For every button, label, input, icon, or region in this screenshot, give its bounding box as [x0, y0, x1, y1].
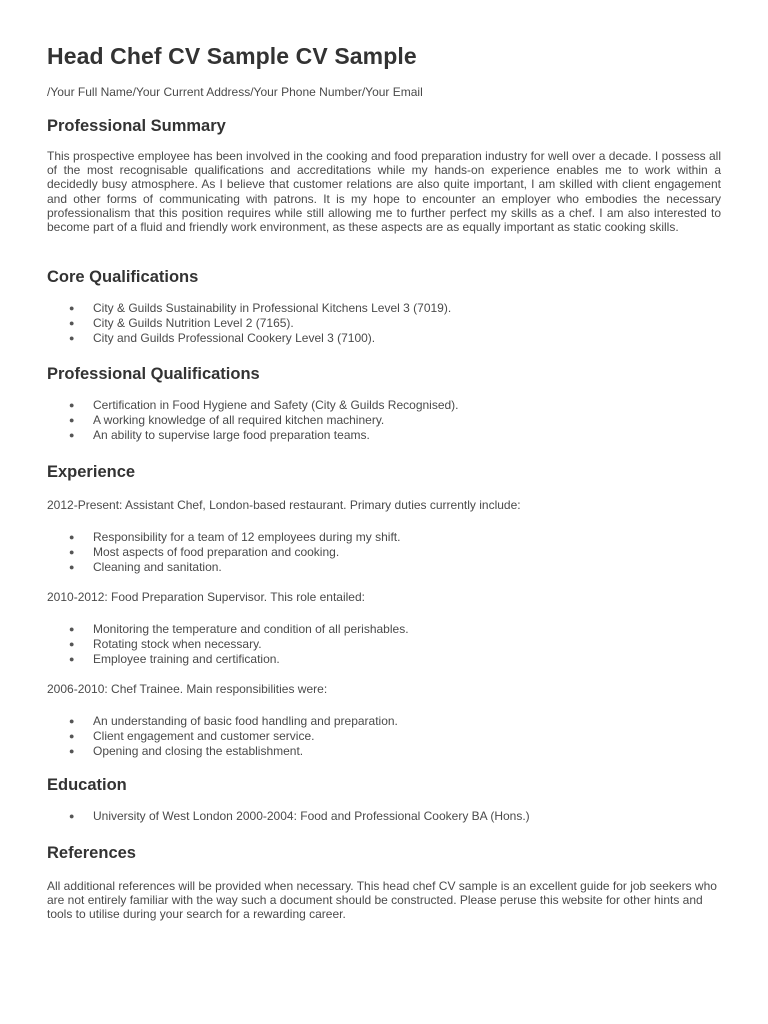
bullet-icon: ● — [69, 745, 75, 756]
job-intro: 2010-2012: Food Preparation Supervisor. This role entailed: — [47, 590, 365, 604]
list-item: ● City & Guilds Sustainability in Professional Kitchens Level 3 (7019). — [69, 301, 452, 315]
education-section — [47, 775, 721, 824]
contact-line: /Your Full Name/Your Current Address/Your Phone Number/Your Email — [47, 85, 423, 99]
bullet-icon: ● — [69, 731, 75, 741]
professional-qualifications-section — [47, 364, 721, 442]
bullet-icon: ● — [69, 624, 75, 635]
professional-qualifications-list — [47, 398, 721, 442]
bullet-icon: ● — [69, 400, 75, 410]
bullet-icon: ● — [69, 332, 75, 343]
bullet-icon: ● — [69, 414, 75, 425]
list-item: ● A working knowledge of all required kitchen machinery. — [69, 412, 385, 427]
list-item: ● An ability to supervise large food preparation teams. — [69, 427, 370, 442]
bullet-icon: ● — [69, 303, 75, 313]
job-entry — [47, 498, 721, 575]
list-item: ● City & Guilds Nutrition Level 2 (7165). — [69, 315, 294, 330]
education-list — [47, 809, 721, 824]
education-heading: Education — [47, 776, 127, 794]
list-item: ● University of West London 2000-2004: Food and Professional Cookery BA (Hons.) — [69, 809, 530, 823]
job-intro: 2012-Present: Assistant Chef, London-based restaurant. Primary duties currently include: — [47, 498, 521, 512]
list-item: ● Responsibility for a team of 12 employees during my shift. — [69, 530, 401, 545]
experience-heading: Experience — [47, 463, 136, 481]
list-item: ● Certification in Food Hygiene and Safety (City & Guilds Recognised). — [69, 398, 459, 412]
bullet-icon: ● — [69, 811, 75, 821]
professional-qualifications-heading: Professional Qualifications — [47, 365, 260, 383]
list-item: ● City and Guilds Professional Cookery Level 3 (7100). — [69, 330, 376, 345]
job-entry — [47, 682, 721, 759]
list-item: ● Client engagement and customer service. — [69, 729, 315, 743]
bullet-icon: ● — [69, 317, 75, 328]
bullet-icon: ● — [69, 532, 75, 543]
job-intro: 2006-2010: Chef Trainee. Main responsibilities were: — [47, 682, 328, 696]
bullet-icon: ● — [69, 653, 75, 664]
list-item: ● Rotating stock when necessary. — [69, 637, 262, 651]
job-duties-list — [47, 714, 721, 758]
document-title: Head Chef CV Sample CV Sample — [47, 43, 417, 69]
core-qualifications-heading: Core Qualifications — [47, 268, 199, 286]
references-heading: References — [47, 844, 136, 862]
list-item: ● Cleaning and sanitation. — [69, 559, 222, 574]
list-item: ● Opening and closing the establishment. — [69, 743, 304, 758]
summary-text: This prospective employee has been involved in the cooking and food preparation industry for well over a decade. I possess all of the most recognisable qualifications and accreditations while my hands-on experience enables me to work within a decidedly busy atmosphere. As I believe that customer relations are also quite important, I am skilled with client engagement and other forms of communicating with patrons. It is my hope to encounter an employer who embodies the necessary professionalism that this position requires while still allowing me to further perfect my skills as a chef. I am also interested to become part of a fluid and friendly work environment, as these aspects are as equally important as static cooking skills. — [47, 149, 721, 235]
list-item: ● An understanding of basic food handling and preparation. — [69, 714, 398, 729]
bullet-icon: ● — [69, 561, 75, 572]
job-duties-list — [47, 622, 721, 666]
references-section — [47, 843, 721, 922]
job-entry — [47, 590, 721, 667]
core-qualifications-section — [47, 267, 721, 345]
experience-section — [47, 462, 721, 482]
summary-section — [47, 116, 721, 234]
list-item: ● Monitoring the temperature and condition of all perishables. — [69, 622, 409, 637]
bullet-icon: ● — [69, 639, 75, 649]
job-duties-list — [47, 530, 721, 574]
summary-heading: Professional Summary — [47, 117, 226, 135]
list-item: ● Most aspects of food preparation and cooking. — [69, 545, 340, 559]
cv-document — [47, 40, 721, 922]
core-qualifications-list — [47, 301, 721, 345]
bullet-icon: ● — [69, 429, 75, 440]
references-text: All additional references will be provided when necessary. This head chef CV sample is an excellent guide for job seekers who are not entirely familiar with the way such a document should be constructed. Please peruse this website for other hints and tools to utilise during your search for a rewarding career. — [47, 879, 717, 922]
bullet-icon: ● — [69, 716, 75, 727]
bullet-icon: ● — [69, 547, 75, 557]
list-item: ● Employee training and certification. — [69, 651, 280, 666]
